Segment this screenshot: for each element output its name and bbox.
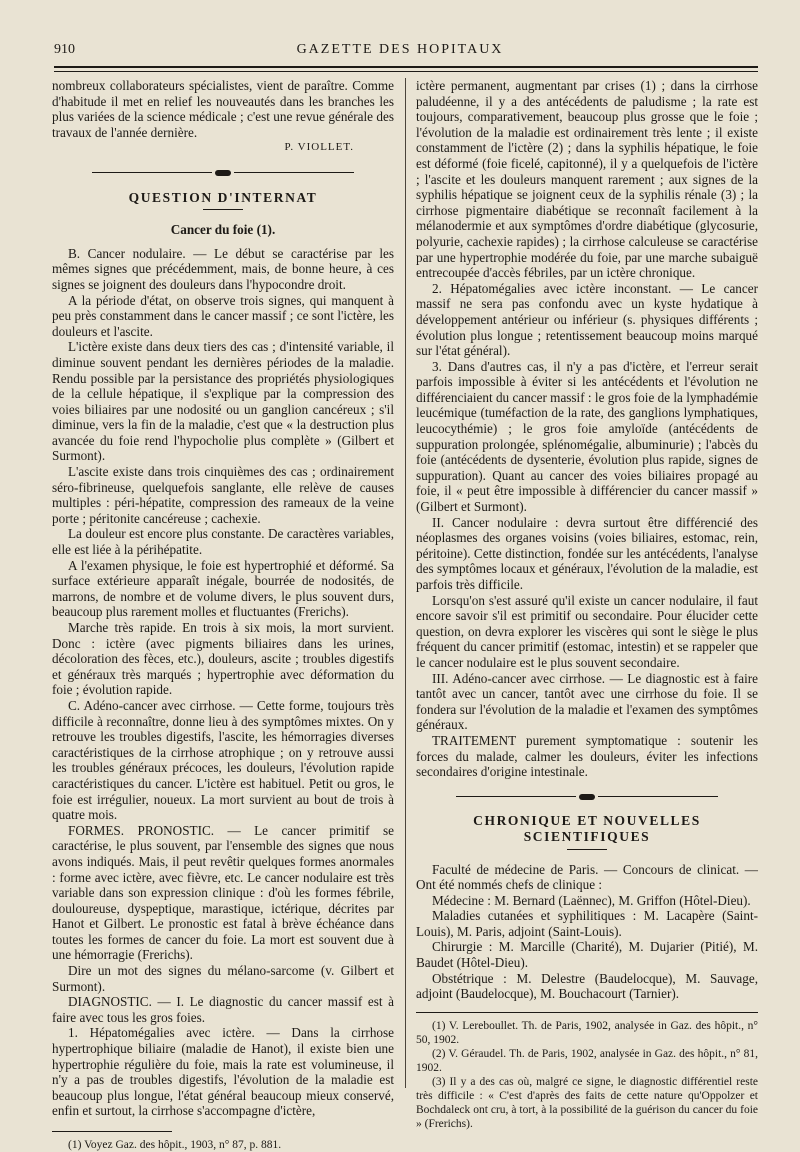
paragraph: L'ascite existe dans trois cinquièmes des cas ; ordinairement séro-fibrineuse, quelquefois sanglante, elle relève de causes multiples : péri-hépatite, compression des rameaux de la veine porte ; péritonite cancéreuse ; cachexie. — [52, 464, 394, 526]
paragraph: 3. Dans d'autres cas, il n'y a pas d'ictère, et l'erreur serait parfois impossible à éviter si les antécédents et l'évolution ne différenciaient du cancer massif : le gros foie de la lymphadémie leucémique (tuméfaction de la rate, des ganglions lymphatiques, leucocythémie) ; le gros foie amyloïde (antécédents de suppuration prolongée, splénomégalie, albuminurie) ; l'abcès du foie (antécédents de dysenterie, évolution plus rapide, signes de suppuration). Quant au cancer des voies biliaires propagé au foie, il « peut être impossible à différencier du cancer massif » (Gilbert et Surmont). — [416, 358, 758, 515]
signature: P. VIOLLET. — [284, 141, 354, 154]
paragraph: Médecine : M. Bernard (Laënnec), M. Griffon (Hôtel-Dieu). — [432, 892, 751, 908]
footnote-rule — [416, 1012, 758, 1013]
article-subtitle: Cancer du foie (1). — [170, 222, 276, 238]
section-rule — [203, 209, 243, 210]
paragraph: C. Adéno-cancer avec cirrhose. — Cette forme, toujours très difficile à reconnaître, donne lieu à des symptômes mixtes. On y retrouve les troubles digestifs, l'ascite, les hémorragies diverses caractéristiques de la cirrhose atrophique ; on y retrouve aussi les troubles généraux précoces, les douleurs, l'évolution rapide caractéristiques du cancer. L'ictère est habituel. Petit ou gros, le foie est irrégulier, noueux. La mort survient au bout de trois à quatre mois. — [52, 697, 394, 823]
paragraph: La douleur est encore plus constante. De caractères variables, elle est liée à la périhépatite. — [52, 526, 394, 558]
footnote: (3) Il y a des cas où, malgré ce signe, le diagnostic différentiel reste très difficile : « C'est d'après des faits de cette nature qu'Oppolzer et Bochdaleck ont cru, à tort, à la possibilité de la guérison du cancer du foie » (Frerichs). — [416, 1075, 758, 1130]
paragraph: Dire un mot des signes du mélano-sarcome (v. Gilbert et Surmont). — [52, 963, 394, 994]
footnote: (2) V. Géraudel. Th. de Paris, 1902, analysée in Gaz. des hôpit., n° 81, 1902. — [416, 1047, 758, 1074]
page-number: 910 — [54, 42, 75, 57]
paragraph: 2. Hépatomégalies avec ictère inconstant. — Le cancer massif ne sera pas confondu avec un kyste hydatique à développement antérieur ou inférieur (s. physiques différents ; évolution plus longue ; retentissement beaucoup moins marqué sur l'état général). — [416, 280, 758, 359]
section-divider — [416, 788, 758, 804]
journal-title: GAZETTE DES HOPITAUX — [296, 42, 504, 57]
left-column — [52, 78, 394, 1152]
section-title: CHRONIQUE ET NOUVELLES SCIENTIFIQUES — [473, 813, 701, 844]
paragraph: 1. Hépatomégalies avec ictère. — Dans la cirrhose hypertrophique biliaire (maladie de Hanot), il existe bien une hypertrophie régulière du foie, mais la rate est volumineuse, il n'y a pas de troubles digestifs, l'évolution de la maladie est beaucoup plus longue, l'état général beaucoup mieux conservé, enfin et surtout, la cirrhose s'accompagne d'ictère, — [52, 1025, 394, 1119]
paragraph: FORMES. PRONOSTIC. — Le cancer primitif se caractérise, le plus souvent, par l'ensemble des signes que nous avons indiqués. Mais, il peut revêtir quelques formes anormales : forme avec ictère, avec fièvre, etc. Le cancer nodulaire est très variable dans son expression clinique : d'où les formes fébrile, douloureuse, dyspeptique, marastique, ictérique, décrites par Hanot et Gilbert. Le pronostic est fatal à brève échéance dans toutes les formes de cancer du foie. La mort est souvent due à une hémorragie (Frerichs). — [52, 822, 394, 963]
paragraph: Chirurgie : M. Marcille (Charité), M. Dujarier (Pitié), M. Baudet (Hôtel-Dieu). — [416, 939, 758, 971]
paragraph: Marche très rapide. En trois à six mois, la mort survient. Donc : ictère (avec pigments biliaires dans les urines, décoloration des fèces, etc.), douleurs, ascite ; troubles digestifs et généraux très marqués ; hypertrophie avec déformation du foie ; évolution rapide. — [52, 620, 394, 698]
header-rule — [54, 66, 758, 68]
column-divider — [405, 78, 406, 1088]
section-divider — [52, 164, 394, 180]
footnote: (1) Voyez Gaz. des hôpit., 1903, n° 87, p. 881. — [68, 1139, 282, 1151]
footnote-rule — [52, 1131, 172, 1132]
paragraph: Obstétrique : M. Delestre (Baudelocque), M. Sauvage, adjoint (Baudelocque), M. Bouchacourt (Tarnier). — [416, 970, 758, 1002]
paragraph: III. Adéno-cancer avec cirrhose. — Le diagnostic est à faire tantôt avec un cancer, tantôt avec une cirrhose du foie. Il se fondera sur l'évolution de la maladie et l'examen des symptômes généraux. — [416, 670, 758, 733]
footnote: (1) V. Lereboullet. Th. de Paris, 1902, analysée in Gaz. des hôpit., n° 50, 1902. — [416, 1019, 758, 1046]
paragraph: L'ictère existe dans deux tiers des cas ; d'intensité variable, il diminue souvent pendant les dernières périodes de la maladie. Rendu possible par la persistance des propriétés physiologiques de la cellule hépatique, il s'explique par la compression des voies biliaires par une nodosité ou un ganglion cancéreux ; s'il diminue, vers la fin de la maladie, c'est que « la destruction plus avancée du foie rend l'hypocholie plus complète » (Gilbert et Surmont). — [52, 339, 394, 464]
paragraph: II. Cancer nodulaire : devra surtout être différencié des néoplasmes des organes voisins (voies biliaires, estomac, rein, péritoine). Cette distinction, fondée sur les antécédents, l'analyse des symptômes locaux et généraux, l'évolution de la maladie, est parfois très difficile. — [416, 514, 758, 592]
paragraph: Maladies cutanées et syphilitiques : M. Lacapère (Saint-Louis), M. Paris, adjoint (Saint-Louis). — [416, 908, 758, 939]
paragraph: A la période d'état, on observe trois signes, qui manquent à peu près constamment dans le cancer massif ; ce sont l'ictère, les douleurs et l'ascite. — [52, 292, 394, 339]
paragraph: ictère permanent, augmentant par crises (1) ; dans la cirrhose paludéenne, il y a des antécédents de paludisme ; la rate est toujours, comparativement, beaucoup plus grosse que le foie ; l'évolution de la maladie est ordinairement très lente ; il existe constamment de l'ictère (2) ; dans la syphilis hépatique, le foie est déformé (foie ficelé, capitonné), il y a quelquefois de l'ictère ; l'ascite et les douleurs manquent rarement ; aux signes de la syphilis hépatique se joignent ceux de la syphilis rénale (3) ; la cirrhose pigmentaire diabétique se reconnaît facilement à la mélanodermie et aux symptômes d'ordre diabétique (glycosurie, polyurie, cachexie rapides) ; la cirrhose calculeuse se caractérise par une hypertrophie modérée du foie, par une marche subaiguë entrecoupée d'accès fébriles, par un ictère chronique. — [416, 78, 758, 281]
paragraph: B. Cancer nodulaire. — Le début se caractérise par les mêmes signes que précédemment, mais, de bonne heure, à ces signes se joignent des douleurs dans l'hypocondre droit. — [52, 245, 394, 292]
paragraph: Lorsqu'on s'est assuré qu'il existe un cancer nodulaire, il faut encore savoir s'il est primitif ou secondaire. Pour élucider cette question, on devra explorer les viscères qui sont le siège le plus fréquent du cancer primitif (estomac, intestin) et se rappeler que le cancer nodulaire est le plus souvent secondaire. — [416, 592, 758, 670]
paragraph: TRAITEMENT purement symptomatique : soutenir les forces du malade, calmer les douleurs, éviter les infections secondaires d'origine intestinale. — [416, 732, 758, 780]
paragraph: DIAGNOSTIC. — I. Le diagnostic du cancer massif est à faire avec tous les gros foies. — [52, 994, 394, 1025]
intro-paragraph: nombreux collaborateurs spécialistes, vient de paraître. Comme d'habitude il met en relief les nouveautés dans les branches les plus variées de la science médicale ; c'est une revue générale des travaux de l'année dernière. — [52, 78, 394, 140]
section-title: QUESTION D'INTERNAT — [128, 189, 318, 205]
header-rule-thin — [54, 71, 758, 72]
section-rule — [567, 849, 607, 850]
paragraph: A l'examen physique, le foie est hypertrophié et déformé. Sa surface extérieure apparaît inégale, bourrée de nodosités, de marrons, de nombre et de volume divers, le plus souvent durs, beaucoup plus rarement molles et fluctuantes (Frerichs). — [52, 557, 394, 620]
paragraph: Faculté de médecine de Paris. — Concours de clinicat. — Ont été nommés chefs de clinique : — [416, 861, 758, 893]
right-column — [416, 78, 758, 1131]
